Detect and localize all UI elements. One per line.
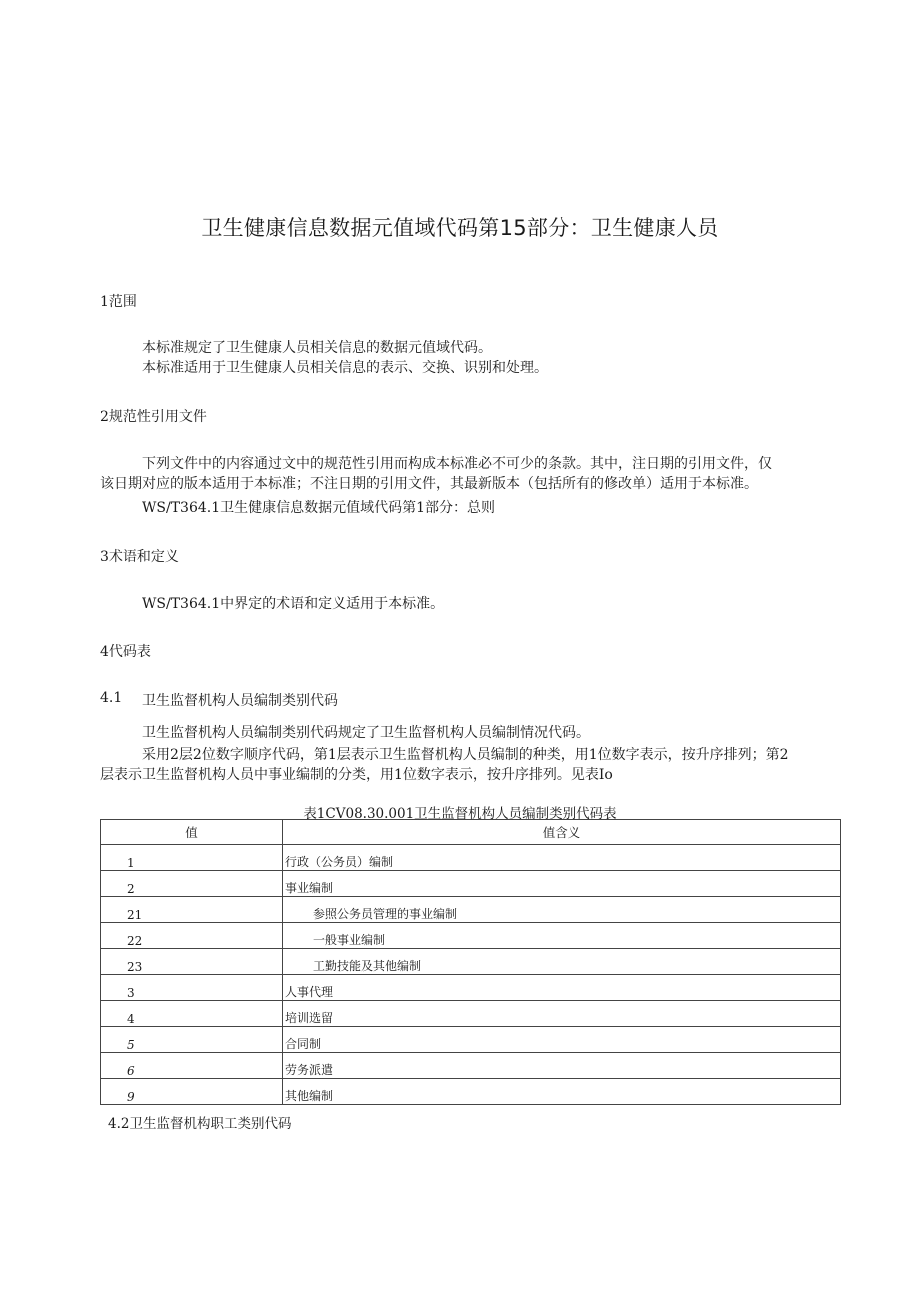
table-row: [101, 845, 841, 871]
row-meaning: 合同制: [283, 1027, 841, 1053]
header-value: 值: [101, 820, 283, 845]
row-value: 22: [101, 923, 283, 949]
row-meaning: 事业编制: [283, 871, 841, 897]
row-value: 23: [101, 949, 283, 975]
subsection-4-1-paragraph-2-line-2: 层表示卫生监督机构人员中事业编制的分类，用1位数字表示，按升序排列。见表Io: [100, 767, 613, 783]
row-meaning: 一般事业编制: [283, 923, 841, 949]
row-meaning: 其他编制: [283, 1079, 841, 1105]
subsection-4-1-paragraph-1: 卫生监督机构人员编制类别代码规定了卫生监督机构人员编制情况代码。: [142, 725, 590, 741]
table-caption: 表1CV08.30.001卫生监督机构人员编制类别代码表: [303, 806, 617, 822]
table-row: [101, 871, 841, 897]
row-meaning: 行政（公务员）编制: [283, 845, 841, 871]
table-row: [101, 1079, 841, 1105]
row-value: 3: [101, 975, 283, 1001]
row-value: 4: [101, 1001, 283, 1027]
section-4-heading: 4代码表: [100, 644, 151, 660]
section-2-heading: 2规范性引用文件: [100, 409, 207, 425]
section-2-paragraph-1-line-1: 下列文件中的内容通过文中的规范性引用而构成本标准必不可少的条款。其中，注日期的引用文件，仅: [142, 456, 772, 472]
subsection-4-1-number: 4.1: [100, 690, 123, 706]
table-row: [101, 975, 841, 1001]
table-row: [101, 1001, 841, 1027]
row-meaning: 培训选留: [283, 1001, 841, 1027]
subsection-4-1-paragraph-2-line-1: 采用2层2位数字顺序代码，第1层表示卫生监督机构人员编制的种类，用1位数字表示，按升序排列；第2: [142, 747, 789, 763]
row-value: 21: [101, 897, 283, 923]
subsection-4-1-heading: 卫生监督机构人员编制类别代码: [142, 693, 338, 709]
row-value: 1: [101, 845, 283, 871]
table-row: [101, 949, 841, 975]
section-1-paragraph-1: 本标准规定了卫生健康人员相关信息的数据元值域代码。: [142, 340, 492, 356]
section-3-paragraph: WS/T364.1中界定的术语和定义适用于本标准。: [142, 596, 445, 612]
table-row: [101, 1027, 841, 1053]
section-2-reference: WS/T364.1卫生健康信息数据元值域代码第1部分：总则: [142, 500, 496, 516]
table-header-row: [101, 820, 841, 845]
row-meaning: 工勤技能及其他编制: [283, 949, 841, 975]
table-row: [101, 897, 841, 923]
row-meaning: 参照公务员管理的事业编制: [283, 897, 841, 923]
section-3-heading: 3术语和定义: [100, 549, 179, 565]
code-table: [100, 819, 841, 1105]
row-meaning: 人事代理: [283, 975, 841, 1001]
table-row: [101, 923, 841, 949]
section-2-paragraph-1-line-2: 该日期对应的版本适用于本标准；不注日期的引用文件，其最新版本（包括所有的修改单）适用于本标准。: [100, 476, 758, 492]
subsection-4-2-heading: 4.2卫生监督机构职工类别代码: [108, 1116, 292, 1132]
section-1-heading: 1范围: [100, 294, 137, 310]
row-meaning: 劳务派遣: [283, 1053, 841, 1079]
document-title: 卫生健康信息数据元值域代码第15部分：卫生健康人员: [201, 216, 719, 240]
header-meaning: 值含义: [283, 820, 841, 845]
section-1-paragraph-2: 本标准适用于卫生健康人员相关信息的表示、交换、识别和处理。: [142, 360, 548, 376]
row-value: 2: [101, 871, 283, 897]
row-value: 6: [101, 1053, 283, 1079]
table-row: [101, 1053, 841, 1079]
row-value: 9: [101, 1079, 283, 1105]
row-value: 5: [101, 1027, 283, 1053]
